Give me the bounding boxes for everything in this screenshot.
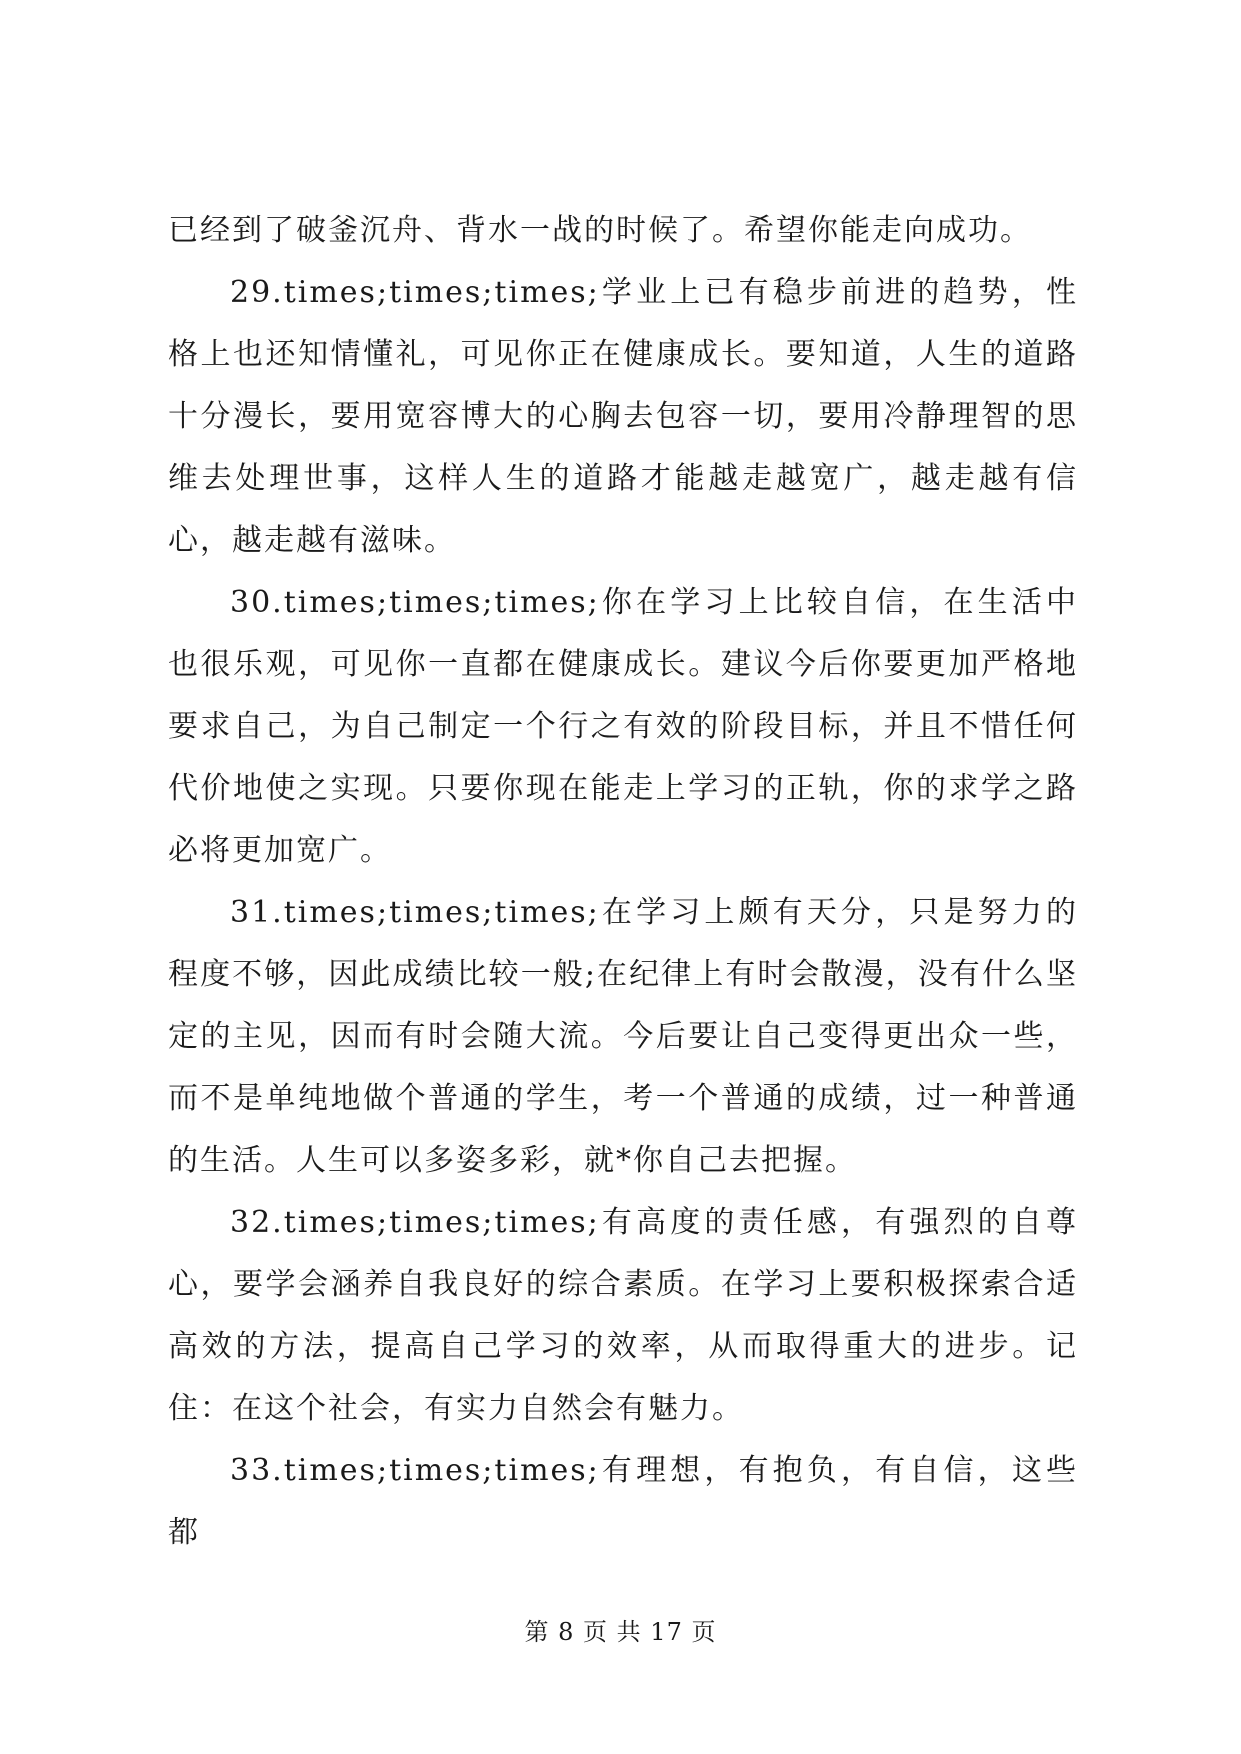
page-number-footer: 第 8 页 共 17 页	[524, 1618, 717, 1646]
document-body	[168, 200, 1078, 1564]
paragraph-item-31: 31.times;times;times;在学习上颇有天分，只是努力的程度不够，因此成绩比较一般;在纪律上有时会散漫，没有什么坚定的主见，因而有时会随大流。今后要让自己变得更出众一些，而不是单纯地做个普通的学生，考一个普通的成绩，过一种普通的生活。人生可以多姿多彩，就*你自己去把握。	[168, 895, 1078, 1178]
paragraph-item-30: 30.times;times;times;你在学习上比较自信，在生活中也很乐观，可见你一直都在健康成长。建议今后你要更加严格地要求自己，为自己制定一个行之有效的阶段目标，并且不惜任何代价地使之实现。只要你现在能走上学习的正轨，你的求学之路必将更加宽广。	[168, 585, 1078, 868]
paragraph-continuation: 已经到了破釜沉舟、背水一战的时候了。希望你能走向成功。	[168, 213, 1032, 248]
paragraph-item-29: 29.times;times;times;学业上已有稳步前进的趋势，性格上也还知情懂礼，可见你正在健康成长。要知道，人生的道路十分漫长，要用宽容博大的心胸去包容一切，要用冷静理智的思维去处理世事，这样人生的道路才能越走越宽广，越走越有信心，越走越有滋味。	[168, 275, 1078, 558]
paragraph-item-32: 32.times;times;times;有高度的责任感，有强烈的自尊心，要学会涵养自我良好的综合素质。在学习上要积极探索合适高效的方法，提高自己学习的效率，从而取得重大的进步。记住：在这个社会，有实力自然会有魅力。	[168, 1205, 1078, 1426]
paragraph-item-33: 33.times;times;times;有理想，有抱负，有自信，这些都	[168, 1453, 1078, 1550]
